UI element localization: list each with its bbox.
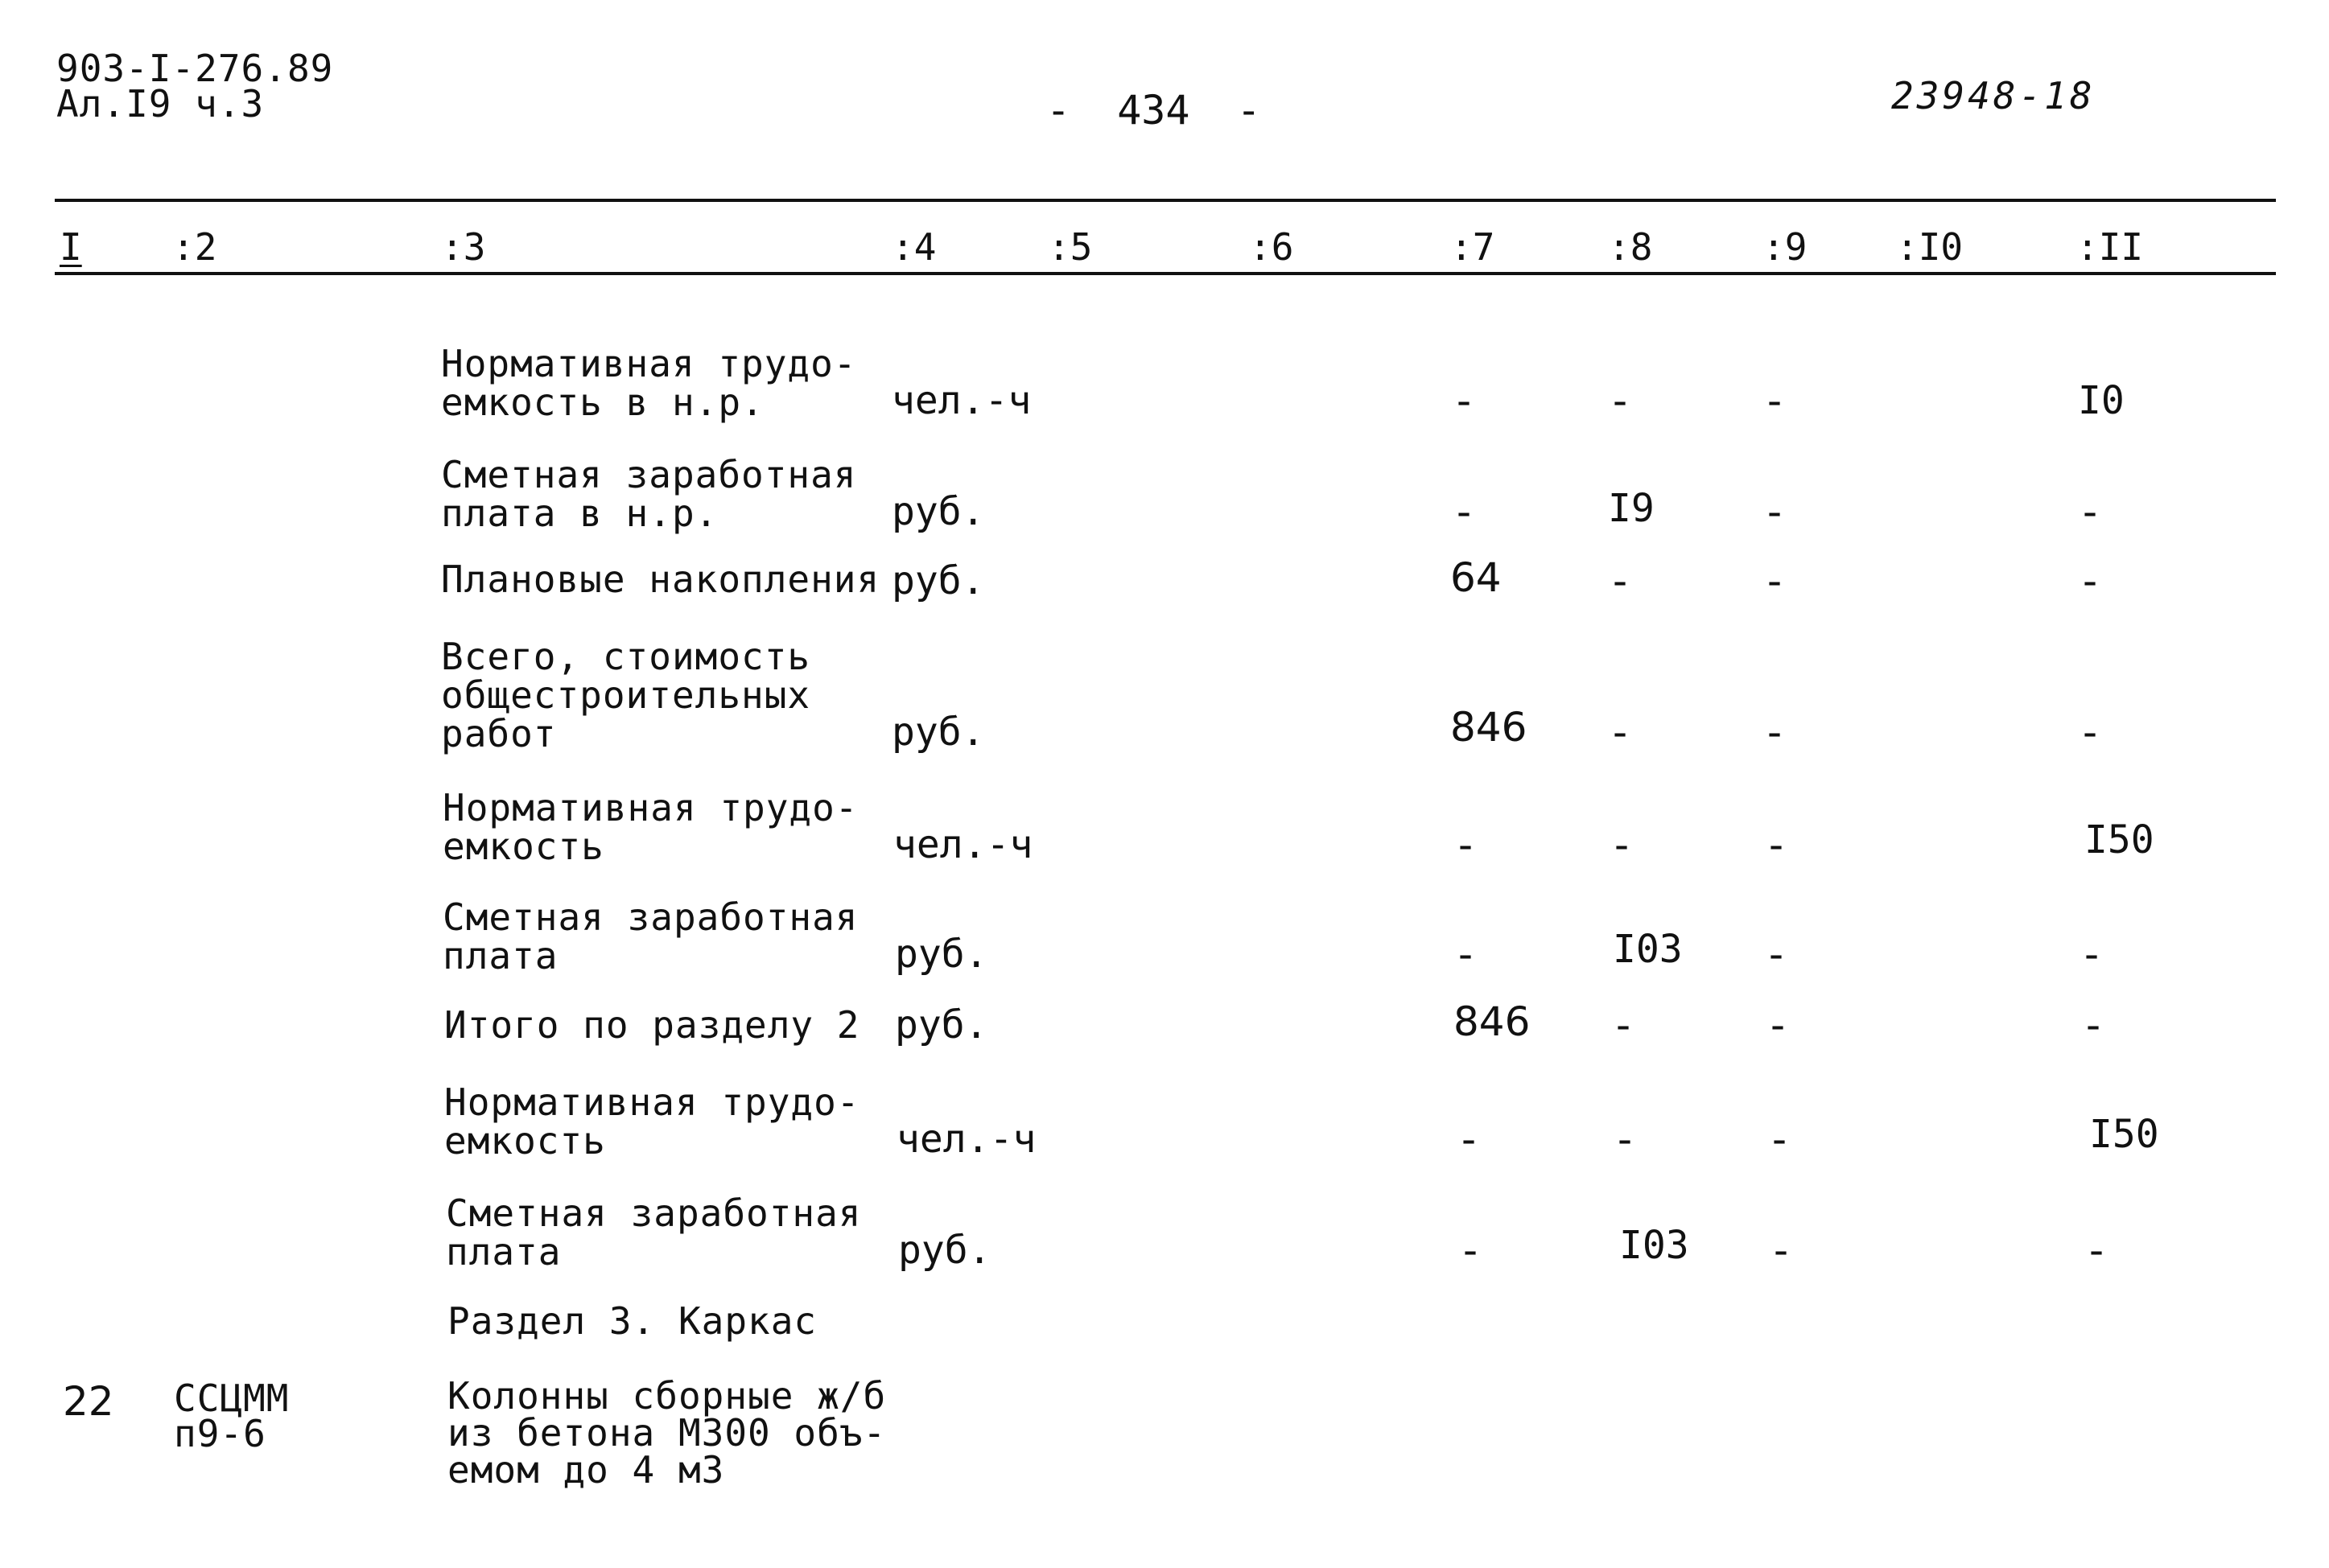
table-row-col8: -: [1618, 1116, 1633, 1163]
table-row-description: Итого по разделу 2: [444, 1003, 860, 1047]
table-row-col7: -: [1461, 1116, 1477, 1163]
table-row-unit: руб.: [892, 710, 985, 755]
table-row-unit: чел.-ч: [892, 378, 1032, 423]
table-row-col11: -: [2084, 931, 2100, 977]
sheet-code: 23948-18: [1891, 74, 2096, 117]
column-header-2: :2: [172, 225, 217, 269]
table-row-col7: -: [1458, 821, 1474, 868]
table-row-col9: -: [1770, 1002, 1786, 1048]
table-row-col11: -: [2086, 1002, 2101, 1048]
table-row-unit: руб.: [892, 558, 985, 603]
table-row-col9: -: [1772, 1116, 1787, 1163]
table-row-description: Сметная заработная плата: [443, 895, 859, 977]
table-row-unit: чел.-ч: [897, 1117, 1037, 1162]
column-header-7: :7: [1450, 225, 1495, 269]
table-row-col11: I50: [2084, 817, 2154, 862]
table-row-col9: -: [1767, 558, 1783, 604]
table-row-col8: -: [1613, 709, 1628, 755]
column-header-8: :8: [1608, 225, 1653, 269]
header-bottom-rule: [55, 272, 2276, 275]
table-row-col7: 846: [1453, 998, 1531, 1045]
column-header-10: :I0: [1896, 225, 1964, 269]
table-row-description: Нормативная трудо- емкость: [443, 786, 859, 868]
column-header-6: :6: [1249, 225, 1294, 269]
table-row-col7: -: [1458, 931, 1474, 977]
table-row-unit: руб.: [892, 489, 985, 534]
item-description: Колонны сборные ж/б из бетона М300 объ- емом до 4 м3: [447, 1374, 887, 1492]
table-row-description: Нормативная трудо- емкость: [444, 1080, 860, 1163]
column-header-11: :II: [2076, 225, 2144, 269]
item-number: 22: [63, 1378, 114, 1425]
table-row-description: Плановые накопления: [441, 558, 880, 601]
table-row-col11: -: [2089, 1227, 2104, 1274]
column-header-5: :5: [1048, 225, 1093, 269]
table-row-col11: I50: [2089, 1112, 2159, 1157]
table-row-col7: -: [1457, 488, 1472, 535]
table-row-col7: 846: [1450, 704, 1527, 751]
table-row-col7: -: [1463, 1227, 1478, 1274]
table-row-col8: I03: [1613, 927, 1683, 972]
table-row-col8: I9: [1608, 486, 1655, 531]
column-header-9: :9: [1762, 225, 1808, 269]
column-header-4: :4: [892, 225, 937, 269]
column-header-1: I: [60, 225, 82, 269]
document-code: 903-I-276.89: [56, 47, 334, 90]
table-row-col11: I0: [2078, 378, 2125, 423]
table-row-col9: -: [1767, 709, 1783, 755]
table-row-col11: -: [2083, 488, 2098, 535]
table-row-col7: 64: [1450, 554, 1502, 601]
table-row-col7: -: [1457, 377, 1472, 424]
page-number: - 434 -: [1046, 87, 1261, 134]
table-row-unit: руб.: [895, 1002, 988, 1047]
table-row-col9: -: [1769, 821, 1784, 868]
table-row-unit: руб.: [898, 1228, 991, 1273]
table-row-description: Нормативная трудо- емкость в н.р.: [441, 342, 857, 424]
table-row-col8: -: [1614, 821, 1630, 868]
table-row-col11: -: [2083, 709, 2098, 755]
table-row-col11: -: [2083, 558, 2098, 604]
table-row-col9: -: [1767, 377, 1783, 424]
table-row-col9: -: [1767, 488, 1783, 535]
table-row-col8: -: [1613, 558, 1628, 604]
table-row-description: Сметная заработная плата в н.р.: [441, 453, 857, 535]
table-row-description: Всего, стоимость общестроительных работ: [441, 635, 811, 755]
table-row-col9: -: [1774, 1227, 1789, 1274]
table-row-col8: I03: [1619, 1223, 1689, 1268]
table-row-description: Сметная заработная плата: [446, 1191, 862, 1274]
column-header-3: :3: [441, 225, 486, 269]
album-reference: Ал.I9 ч.3: [56, 82, 265, 126]
table-row-col8: -: [1616, 1002, 1631, 1048]
item-code: ССЦММ п9-6: [174, 1377, 290, 1455]
top-rule: [55, 199, 2276, 202]
table-row-col8: -: [1613, 377, 1628, 424]
section-heading: Раздел 3. Каркас: [447, 1299, 818, 1343]
table-row-col9: -: [1769, 931, 1784, 977]
table-row-unit: руб.: [895, 932, 988, 977]
table-row-unit: чел.-ч: [893, 822, 1033, 867]
